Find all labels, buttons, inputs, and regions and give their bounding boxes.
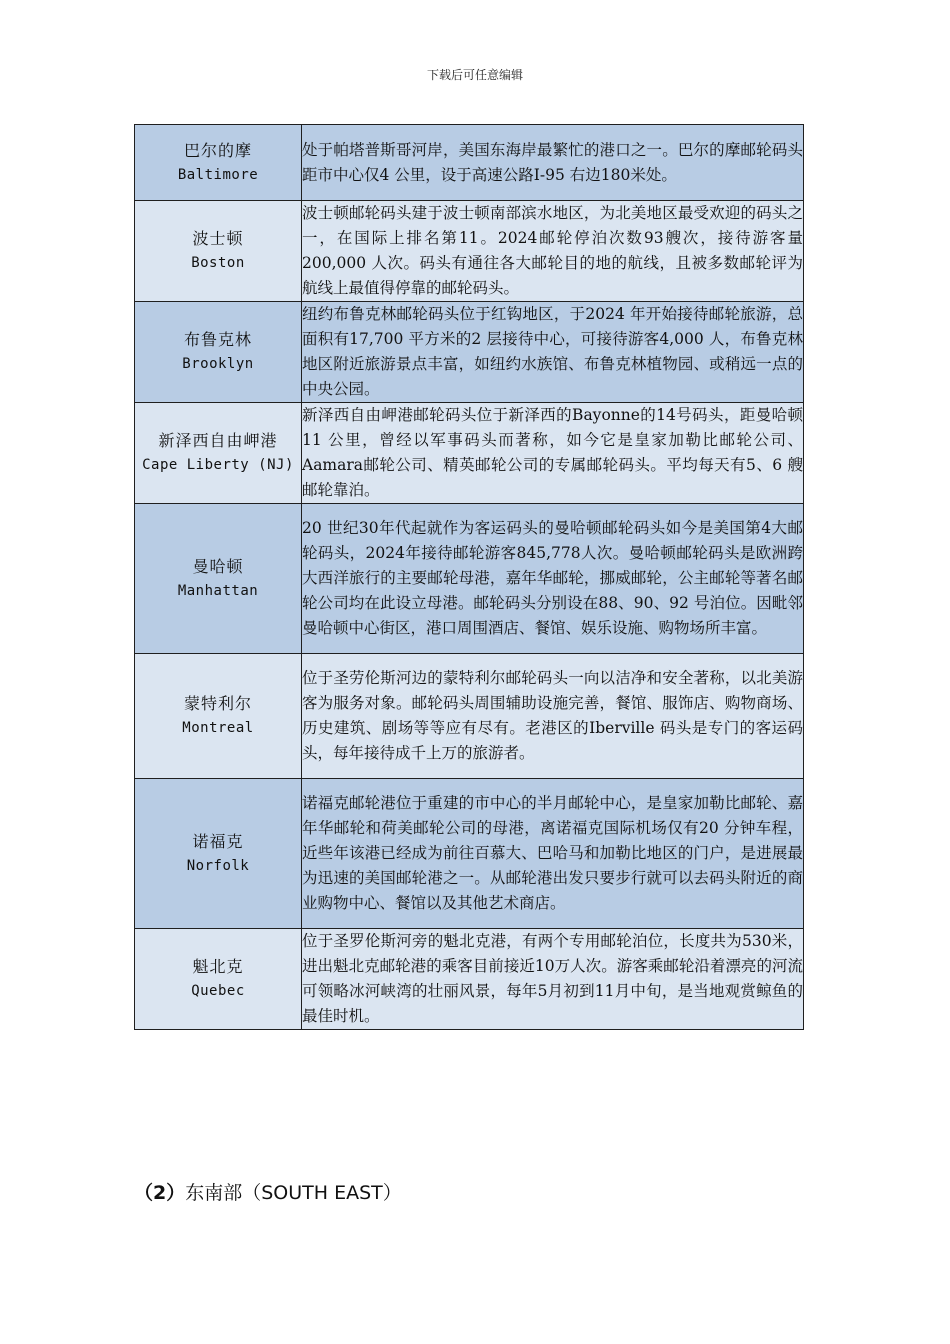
port-description: 位于圣劳伦斯河边的蒙特利尔邮轮码头一向以洁净和安全著称，以北美游客为服务对象。邮轮码头周围辅助设施完善，餐馆、服饰店、购物商场、历史建筑、剧场等等应有尽有。老港区的Iberville 码头是专门的客运码头，每年接待成千上万的旅游者。 (302, 654, 804, 779)
port-name-cn: 布鲁克林 (183, 330, 252, 349)
port-description: 新泽西自由岬港邮轮码头位于新泽西的Bayonne的14号码头，距曼哈顿11 公里，曾经以军事码头而著称，如今它是皇家加勒比邮轮公司、Aamara邮轮公司、精英邮轮公司的专属邮轮码头。平均每天有5、6 艘邮轮靠泊。 (302, 403, 804, 504)
cruise-port-table (134, 124, 804, 1030)
port-description: 20 世纪30年代起就作为客运码头的曼哈顿邮轮码头如今是美国第4大邮轮码头，2024年接待邮轮游客845,778人次。曼哈顿邮轮码头是欧洲跨大西洋旅行的主要邮轮母港，嘉年华邮轮，挪威邮轮，公主邮轮等著名邮轮公司均在此设立母港。邮轮码头分别设在88、90、92 号泊位。因毗邻曼哈顿中心街区，港口周围酒店、餐馆、娱乐设施、购物场所丰富。 (302, 504, 804, 654)
port-name-cn: 巴尔的摩 (183, 140, 252, 160)
port-name-en: Quebec (191, 983, 245, 999)
port-name-en: Baltimore (177, 166, 259, 183)
port-description: 处于帕塔普斯哥河岸，美国东海岸最繁忙的港口之一。巴尔的摩邮轮码头距市中心仅4 公里，设于高速公路I-95 右边180米处。 (302, 125, 804, 201)
section-title: 东南部（SOUTH EAST） (185, 1182, 402, 1204)
port-name-en: Manhattan (177, 582, 259, 599)
table-row (135, 504, 804, 654)
port-name-cell (135, 403, 302, 504)
port-name-cn: 蒙特利尔 (183, 694, 252, 713)
port-name-cn: 诺福克 (192, 831, 244, 851)
port-name-cn: 新泽西自由岬港 (158, 431, 278, 450)
port-name-cell (135, 504, 302, 654)
table-row (135, 125, 804, 201)
table-row (135, 403, 804, 504)
table-row (135, 779, 804, 929)
port-name-cell (135, 201, 302, 302)
port-name-en: Montreal (182, 720, 254, 736)
port-name-en: Norfolk (186, 857, 250, 874)
port-name-en: Brooklyn (182, 356, 254, 372)
port-name-cn: 波士顿 (192, 229, 244, 248)
port-name-cell (135, 125, 302, 201)
table-row (135, 929, 804, 1030)
port-description: 诺福克邮轮港位于重建的市中心的半月邮轮中心，是皇家加勒比邮轮、嘉年华邮轮和荷美邮轮公司的母港，离诺福克国际机场仅有20 分钟车程，近些年该港已经成为前往百慕大、巴哈马和加勒比地区的门户，是进展最为迅速的美国邮轮港之一。从邮轮港出发只要步行就可以去码头附近的商业购物中心、餐馆以及其他艺术商店。 (302, 779, 804, 929)
port-description: 波士顿邮轮码头建于波士顿南部滨水地区，为北美地区最受欢迎的码头之一，在国际上排名第11。2024邮轮停泊次数93艘次，接待游客量200,000 人次。码头有通往各大邮轮目的地的航线，且被多数邮轮评为航线上最值得停靠的邮轮码头。 (302, 201, 804, 302)
table-row (135, 201, 804, 302)
section-number: （2） (134, 1182, 186, 1204)
port-name-cn: 曼哈顿 (192, 556, 244, 576)
port-description: 位于圣罗伦斯河旁的魁北克港，有两个专用邮轮泊位，长度共为530米，进出魁北克邮轮港的乘客目前接近10万人次。游客乘邮轮沿着漂亮的河流可领略冰河峡湾的壮丽风景，每年5月初到11月中旬，是当地观赏鲸鱼的最佳时机。 (302, 929, 804, 1030)
port-name-cell (135, 302, 302, 403)
port-name-cell (135, 779, 302, 929)
table-row (135, 654, 804, 779)
table-row (135, 302, 804, 403)
port-name-cell (135, 929, 302, 1030)
port-name-cn: 魁北克 (192, 957, 244, 976)
port-description: 纽约布鲁克林邮轮码头位于红钩地区，于2024 年开始接待邮轮旅游，总面积有17,700 平方米的2 层接待中心，可接待游客4,000 人，布鲁克林地区附近旅游景点丰富，如纽约水族馆、布鲁克林植物园、或稍远一点的中央公园。 (302, 302, 804, 403)
port-name-en: Boston (191, 255, 245, 271)
page-header: 下载后可任意编辑 (426, 68, 523, 82)
port-name-cell (135, 654, 302, 779)
port-name-en: Cape Liberty (NJ) (142, 457, 294, 473)
section-heading (134, 1178, 402, 1205)
